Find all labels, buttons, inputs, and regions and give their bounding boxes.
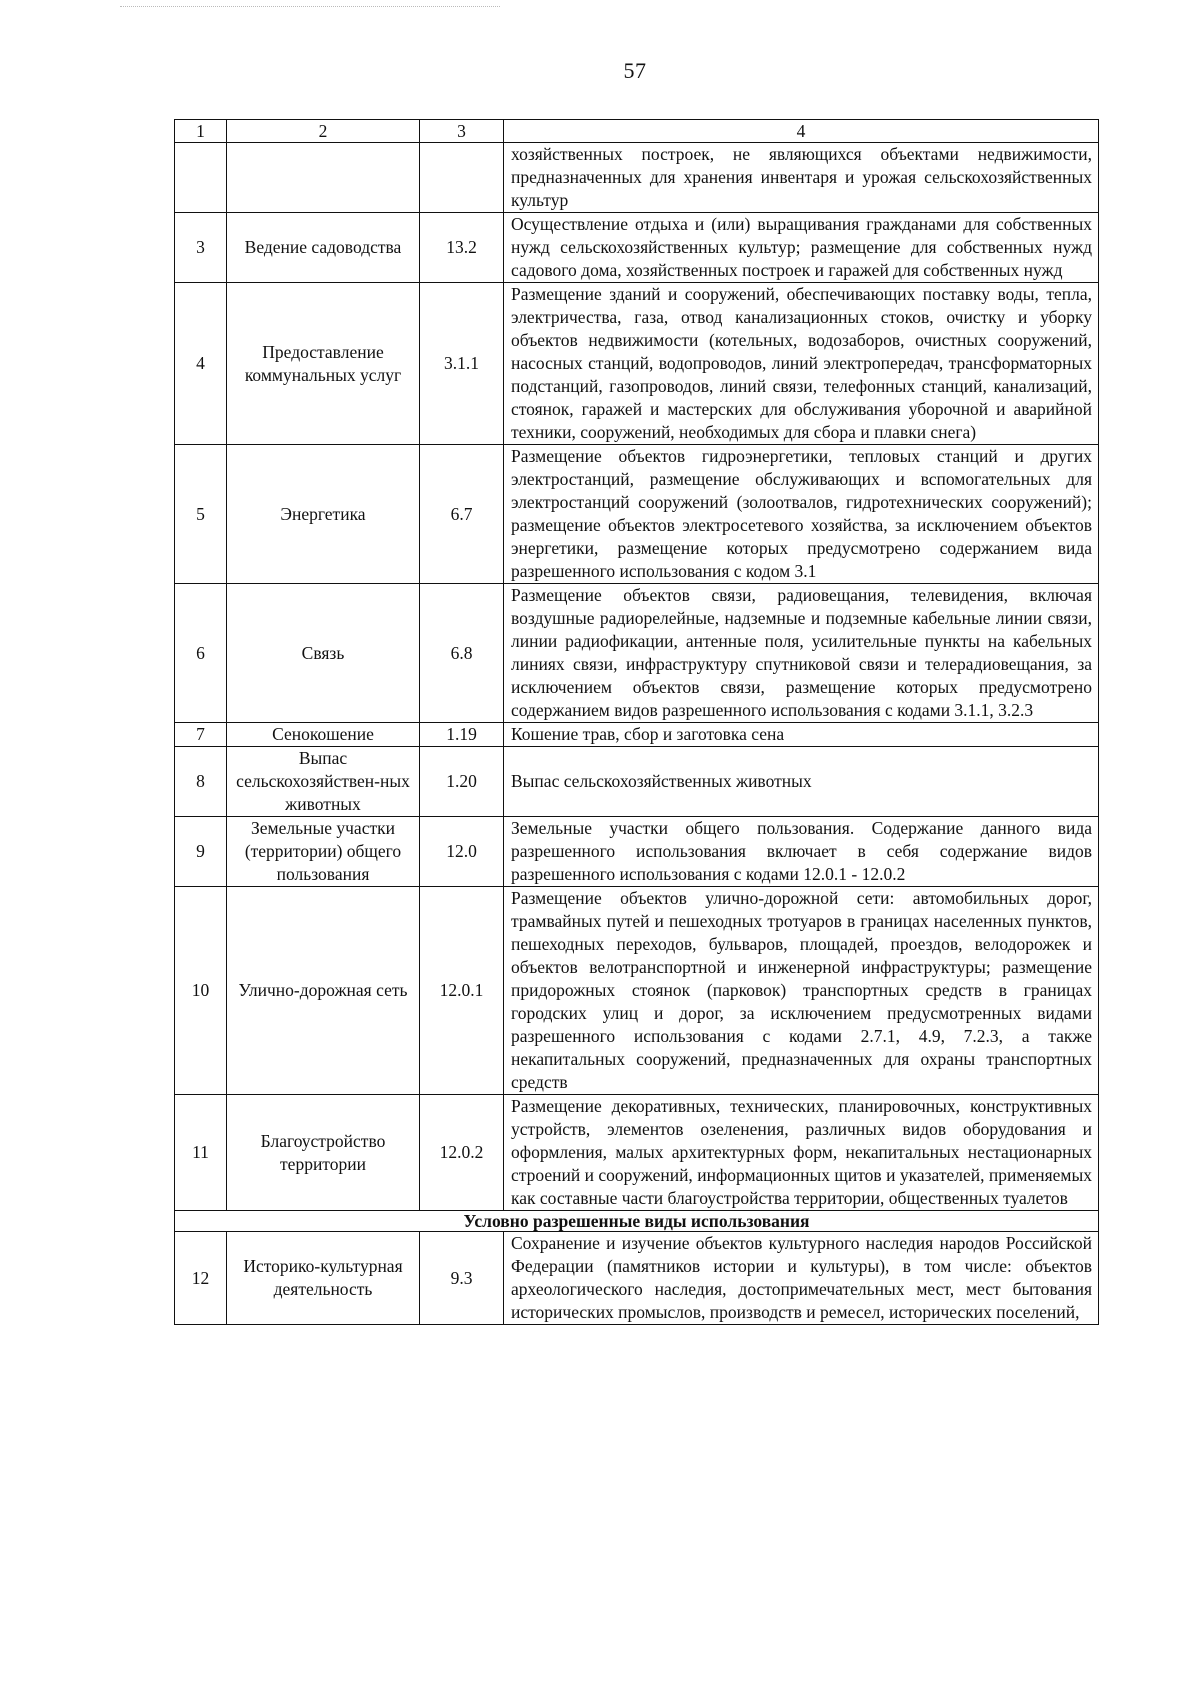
table-row — [175, 1232, 1099, 1325]
row-number: 4 — [175, 283, 227, 445]
use-type-code: 1.19 — [420, 723, 504, 747]
use-type-description: Размещение объектов связи, радиовещания, телевидения, включая воздушные радиорелейные, надземные и подземные кабельные линии связи, линии радиофикации, антенные поля, усилительные пункты на кабельных линиях связи, инфраструктуру спутниковой связи и телерадиовещания, за исключением объектов связи, размещение которых предусмотрено содержанием видов разрешенного использования с кодами 3.1.1, 3.2.3 — [504, 584, 1099, 723]
row-number: 3 — [175, 213, 227, 283]
row-number: 8 — [175, 747, 227, 817]
use-type-name: Предоставление коммунальных услуг — [227, 283, 420, 445]
use-type-description: Размещение декоративных, технических, планировочных, конструктивных устройств, элементов озеленения, различных видов оборудования и оформления, малых архитектурных форм, некапитальных нестационарных строений и сооружений, информационных щитов и указателей, применяемых как составные части благоустройства территории, общественных туалетов — [504, 1095, 1099, 1211]
use-type-code: 6.7 — [420, 445, 504, 584]
use-type-name: Улично-дорожная сеть — [227, 887, 420, 1095]
table-row — [175, 747, 1099, 817]
table-row — [175, 213, 1099, 283]
use-type-description: Размещение зданий и сооружений, обеспечивающих поставку воды, тепла, электричества, газа, отвод канализационных стоков, очистку и уборку объектов недвижимости (котельных, водозаборов, очистных сооружений, насосных станций, водопроводов, линий электропередач, трансформаторных подстанций, газопроводов, линий связи, телефонных станций, канализаций, стоянок, гаражей и мастерских для обслуживания уборочной и аварийной техники, сооружений, необходимых для сбора и плавки снега) — [504, 283, 1099, 445]
row-number: 7 — [175, 723, 227, 747]
use-type-name: Благоустройство территории — [227, 1095, 420, 1211]
use-type-description: Размещение объектов улично-дорожной сети: автомобильных дорог, трамвайных путей и пешеходных тротуаров в границах населенных пунктов, пешеходных переходов, бульваров, площадей, проездов, велодорожек и объектов велотранспортной и инженерной инфраструктуры; размещение придорожных стоянок (парковок) транспортных средств в границах городских улиц и дорог, за исключением предусмотренных видами разрешенного использования с кодами 2.7.1, 4.9, 7.2.3, а также некапитальных сооружений, предназначенных для охраны транспортных средств — [504, 887, 1099, 1095]
use-type-description: Сохранение и изучение объектов культурного наследия народов Российской Федерации (памятников истории и культуры), в том числе: объектов археологического наследия, достопримечательных мест, мест бытования исторических промыслов, производств и ремесел, исторических поселений, — [504, 1232, 1099, 1325]
section-header-row — [175, 1211, 1099, 1232]
header-cell-2: 2 — [227, 120, 420, 143]
row-number: 6 — [175, 584, 227, 723]
header-cell-3: 3 — [420, 120, 504, 143]
use-type-code: 6.8 — [420, 584, 504, 723]
use-type-code: 12.0 — [420, 817, 504, 887]
table-row — [175, 1095, 1099, 1211]
land-use-table — [174, 119, 1099, 1325]
row-number: 12 — [175, 1232, 227, 1325]
use-type-code: 3.1.1 — [420, 283, 504, 445]
table-row — [175, 887, 1099, 1095]
use-type-description: Кошение трав, сбор и заготовка сена — [504, 723, 1099, 747]
row-number: 11 — [175, 1095, 227, 1211]
table-row — [175, 817, 1099, 887]
use-type-code: 1.20 — [420, 747, 504, 817]
row-number: 10 — [175, 887, 227, 1095]
use-type-code: 12.0.2 — [420, 1095, 504, 1211]
row-number: 5 — [175, 445, 227, 584]
use-type-description: Земельные участки общего пользования. Содержание данного вида разрешенного использования включает в себя содержание видов разрешенного использования с кодами 12.0.1 - 12.0.2 — [504, 817, 1099, 887]
use-type-name: Историко-культурная деятельность — [227, 1232, 420, 1325]
use-type-description: Осуществление отдыха и (или) выращивания гражданами для собственных нужд сельскохозяйственных культур; размещение для собственных нужд садового дома, хозяйственных построек и гаражей для собственных нужд — [504, 213, 1099, 283]
table-header-row — [175, 120, 1099, 143]
use-type-name: Связь — [227, 584, 420, 723]
use-type-description: хозяйственных построек, не являющихся объектами недвижимости, предназначенных для хранения инвентаря и урожая сельскохозяйственных культур — [504, 143, 1099, 213]
use-type-name: Выпас сельскохозяйствен-ных животных — [227, 747, 420, 817]
row-number — [175, 143, 227, 213]
scan-artifact — [120, 6, 500, 10]
table-row — [175, 584, 1099, 723]
use-type-code — [420, 143, 504, 213]
use-type-code: 13.2 — [420, 213, 504, 283]
use-type-code: 9.3 — [420, 1232, 504, 1325]
use-type-description: Выпас сельскохозяйственных животных — [504, 747, 1099, 817]
use-type-name — [227, 143, 420, 213]
table-row — [175, 283, 1099, 445]
section-title: Условно разрешенные виды использования — [175, 1211, 1099, 1232]
row-number: 9 — [175, 817, 227, 887]
page-number: 57 — [623, 58, 647, 83]
use-type-name: Энергетика — [227, 445, 420, 584]
table-row — [175, 723, 1099, 747]
header-cell-1: 1 — [175, 120, 227, 143]
use-type-description: Размещение объектов гидроэнергетики, тепловых станций и других электростанций, размещение обслуживающих и вспомогательных для электростанций сооружений (золоотвалов, гидротехнических сооружений); размещение объектов электросетевого хозяйства, за исключением объектов энергетики, размещение которых предусмотрено содержанием вида разрешенного использования с кодом 3.1 — [504, 445, 1099, 584]
use-type-name: Сенокошение — [227, 723, 420, 747]
header-cell-4: 4 — [504, 120, 1099, 143]
use-type-name: Ведение садоводства — [227, 213, 420, 283]
table-row — [175, 143, 1099, 213]
use-type-code: 12.0.1 — [420, 887, 504, 1095]
use-type-name: Земельные участки (территории) общего пользования — [227, 817, 420, 887]
table-row — [175, 445, 1099, 584]
